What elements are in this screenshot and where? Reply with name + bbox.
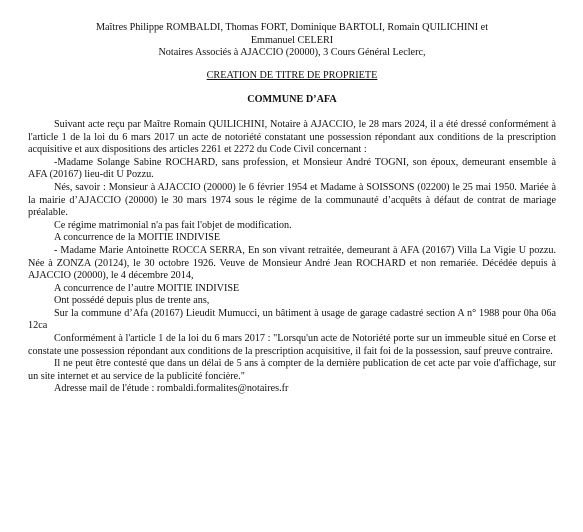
commune-title: COMMUNE D’AFA bbox=[247, 94, 337, 106]
paragraph-share-half: A concurrence de la MOITIE INDIVISE bbox=[54, 232, 221, 244]
paragraph-law-article: Conformément à l'article 1 de la loi du 6 mars 2017 : "Lorsqu'un acte de Notoriété porte sur un immeuble situé en Corse et constate une possession répondant aux conditions de la prescription acquisitive, il fait foi de la possession, sauf preuve contraire. bbox=[28, 333, 556, 357]
paragraph-email: Adresse mail de l'étude : rombaldi.formalites@notaires.fr bbox=[54, 383, 289, 395]
paragraph-other-half: A concurrence de l’autre MOITIE INDIVISE bbox=[54, 282, 240, 294]
paragraph-births-marriage: Nés, savoir : Monsieur à AJACCIO (20000) le 6 février 1954 et Madame à SOISSONS (02200) le 25 mai 1950. Mariée à la mairie d’AJACCIO (20000) le 30 mars 1974 sous le régime de la communauté d’acquêts à défaut de contrat de mariage préalable. bbox=[28, 181, 556, 219]
notaries-names-line2: Emmanuel CELERI bbox=[250, 34, 334, 46]
paragraph-owners: -Madame Solange Sabine ROCHARD, sans profession, et Monsieur André TOGNI, son époux, demeurant ensemble à AFA (20167) lieu-dit U Pozzu. bbox=[28, 156, 556, 181]
notary-header bbox=[28, 22, 556, 60]
notaries-names-line1: Maîtres Philippe ROMBALDI, Thomas FORT, Dominique BARTOLI, Romain QUILICHINI et bbox=[95, 22, 489, 33]
notice-title: CREATION DE TITRE DE PROPRIETE bbox=[206, 69, 378, 81]
paragraph-second-owner: - Madame Marie Antoinette ROCCA SERRA, En son vivant retraitée, demeurant à AFA (20167) Villa La Vigie U pozzu. Née à ZONZA (20124), le 30 octobre 1926. Veuve de Monsieur André Jean ROCHARD et non remariée. Décédée depuis à AJACCIO (20000), le 4 décembre 2014, bbox=[28, 244, 556, 282]
paragraph-property: Sur la commune d’Afa (20167) Lieudit Mumucci, un bâtiment à usage de garage cadastré section A n° 1988 pour 0ha 06a 12ca bbox=[28, 307, 556, 332]
notice-document bbox=[28, 22, 556, 396]
notary-address: Notaires Associés à AJACCIO (20000), 3 Cours Général Leclerc, bbox=[158, 47, 426, 59]
paragraph-contest-delay: Il ne peut être contesté que dans un délai de 5 ans à compter de la dernière publication de cet acte par voie d'affichage, sur un site internet et au service de la publicité foncière." bbox=[28, 358, 556, 382]
paragraph-deed-intro: Suivant acte reçu par Maître Romain QUILICHINI, Notaire à AJACCIO, le 28 mars 2024, il a été dressé conformément à l'article 1 de la loi du 6 mars 2017 un acte de notoriété constatant une possession répondant aux conditions de la prescription acquisitive et aux dispositions des articles 2261 et 2272 du Code Civil concernant : bbox=[28, 118, 556, 156]
paragraph-matrimonial-regime: Ce régime matrimonial n'a pas fait l'objet de modification. bbox=[54, 219, 292, 231]
paragraph-possession-duration: Ont possédé depuis plus de trente ans, bbox=[54, 295, 210, 307]
